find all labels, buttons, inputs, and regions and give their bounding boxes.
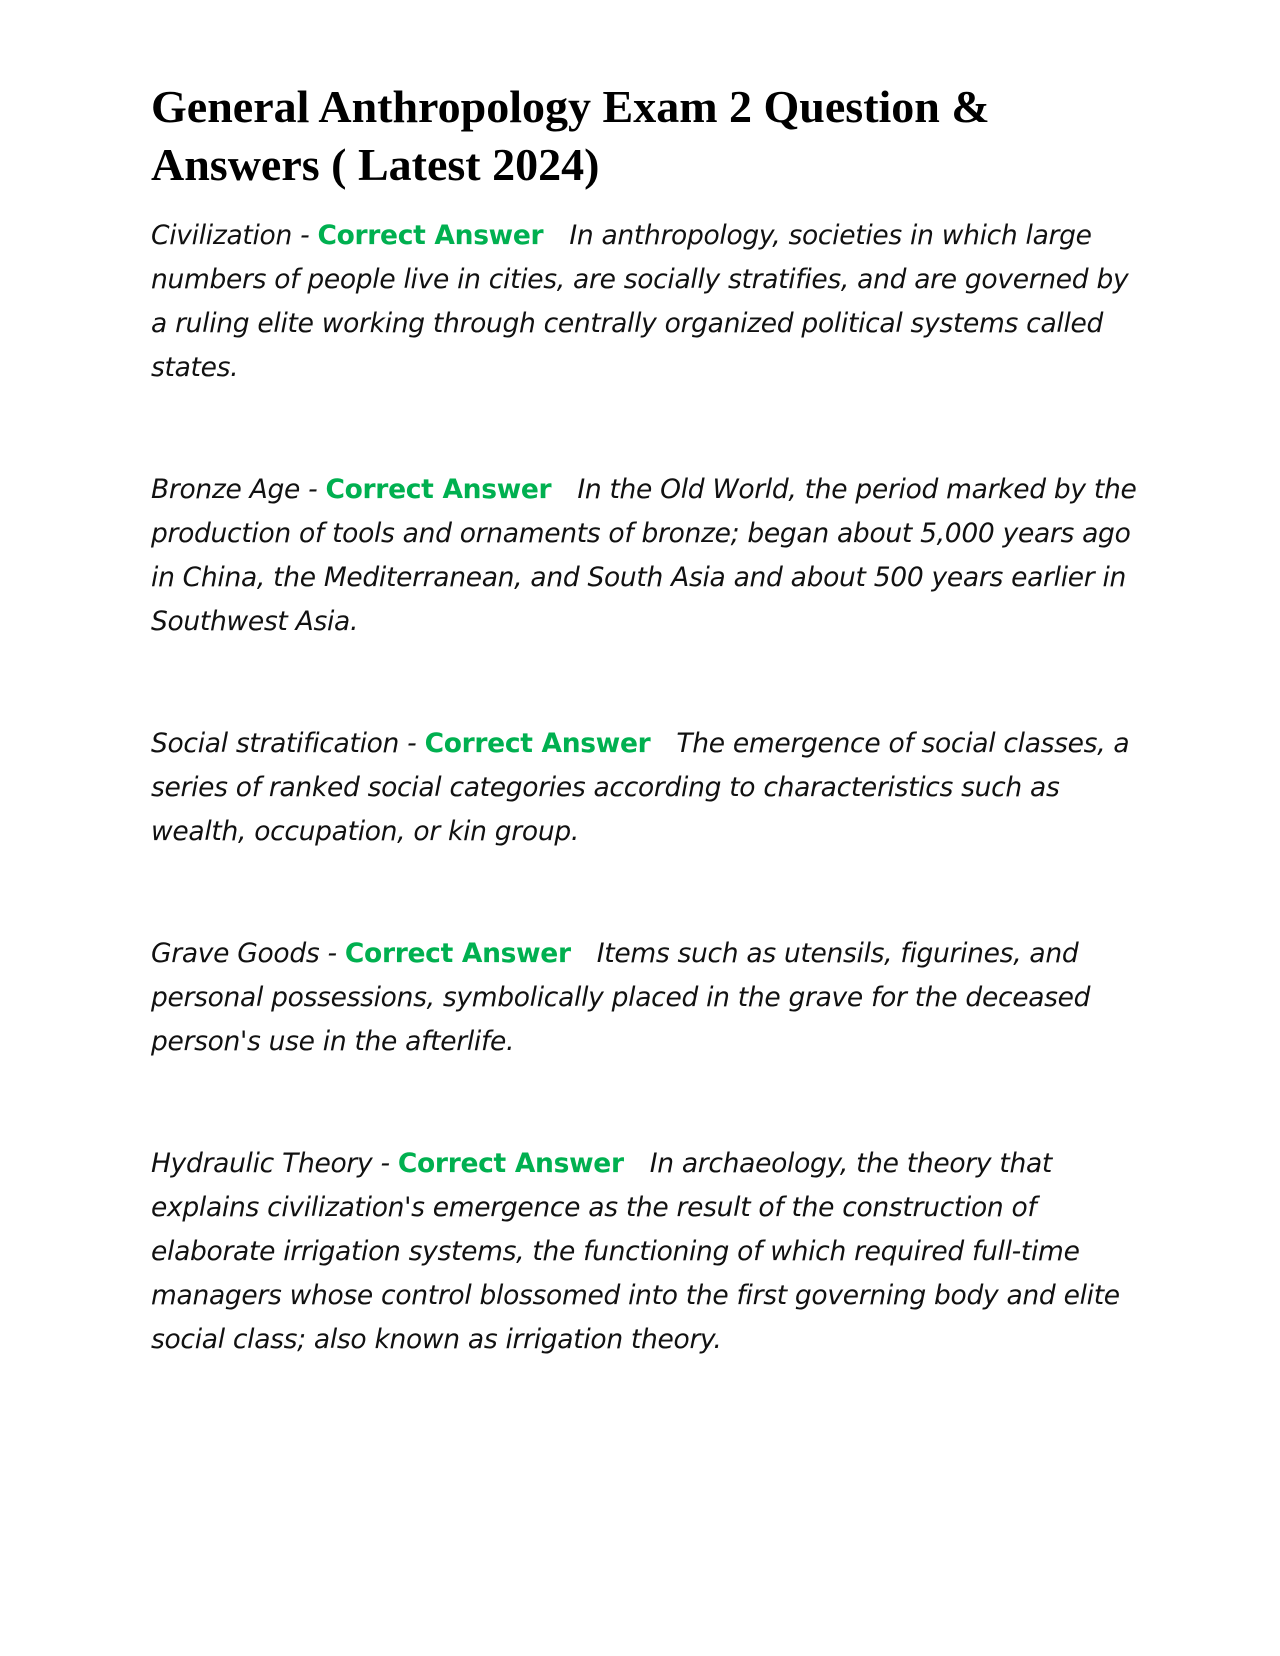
entry-definition: In the Old World, the period marked by the production of tools and ornaments of bronze; began about 5,000 years ago in China, the Mediterranean, and South Asia and about 500 years earlier in Southwest Asia. xyxy=(151,474,1137,637)
qa-entry xyxy=(151,932,1141,1064)
entry-term: Grave Goods - xyxy=(151,938,345,969)
entry-term: Bronze Age - xyxy=(151,474,326,505)
qa-entry xyxy=(151,1142,1141,1362)
entry-definition: Items such as utensils, figurines, and personal possessions, symbolically placed in the grave for the deceased person's use in the afterlife. xyxy=(151,938,1091,1057)
entry-definition: In anthropology, societies in which large numbers of people live in cities, are socially stratifies, and are governed by a ruling elite working through centrally organized political systems called states. xyxy=(151,220,1129,383)
entry-definition: The emergence of social classes, a series of ranked social categories according to characteristics such as wealth, occupation, or kin group. xyxy=(151,728,1130,847)
entry-term: Civilization - xyxy=(151,220,318,251)
entry-term: Hydraulic Theory - xyxy=(151,1148,398,1179)
correct-answer-label: Correct Answer xyxy=(424,728,651,759)
entry-definition: In archaeology, the theory that explains civilization's emergence as the result of the construction of elaborate irrigation systems, the functioning of which required full-time managers whose control blossomed into the first governing body and elite social class; also known as irrigation theory. xyxy=(151,1148,1120,1355)
entry-term: Social stratification - xyxy=(151,728,425,759)
document-title: General Anthropology Exam 2 Question & Answers ( Latest 2024) xyxy=(151,81,990,190)
correct-answer-label: Correct Answer xyxy=(344,938,571,969)
correct-answer-label: Correct Answer xyxy=(317,220,544,251)
correct-answer-label: Correct Answer xyxy=(397,1148,624,1179)
qa-entry xyxy=(151,468,1141,644)
qa-entry xyxy=(151,722,1141,854)
correct-answer-label: Correct Answer xyxy=(325,474,552,505)
document-page xyxy=(151,78,1141,1440)
qa-entry xyxy=(151,214,1141,390)
